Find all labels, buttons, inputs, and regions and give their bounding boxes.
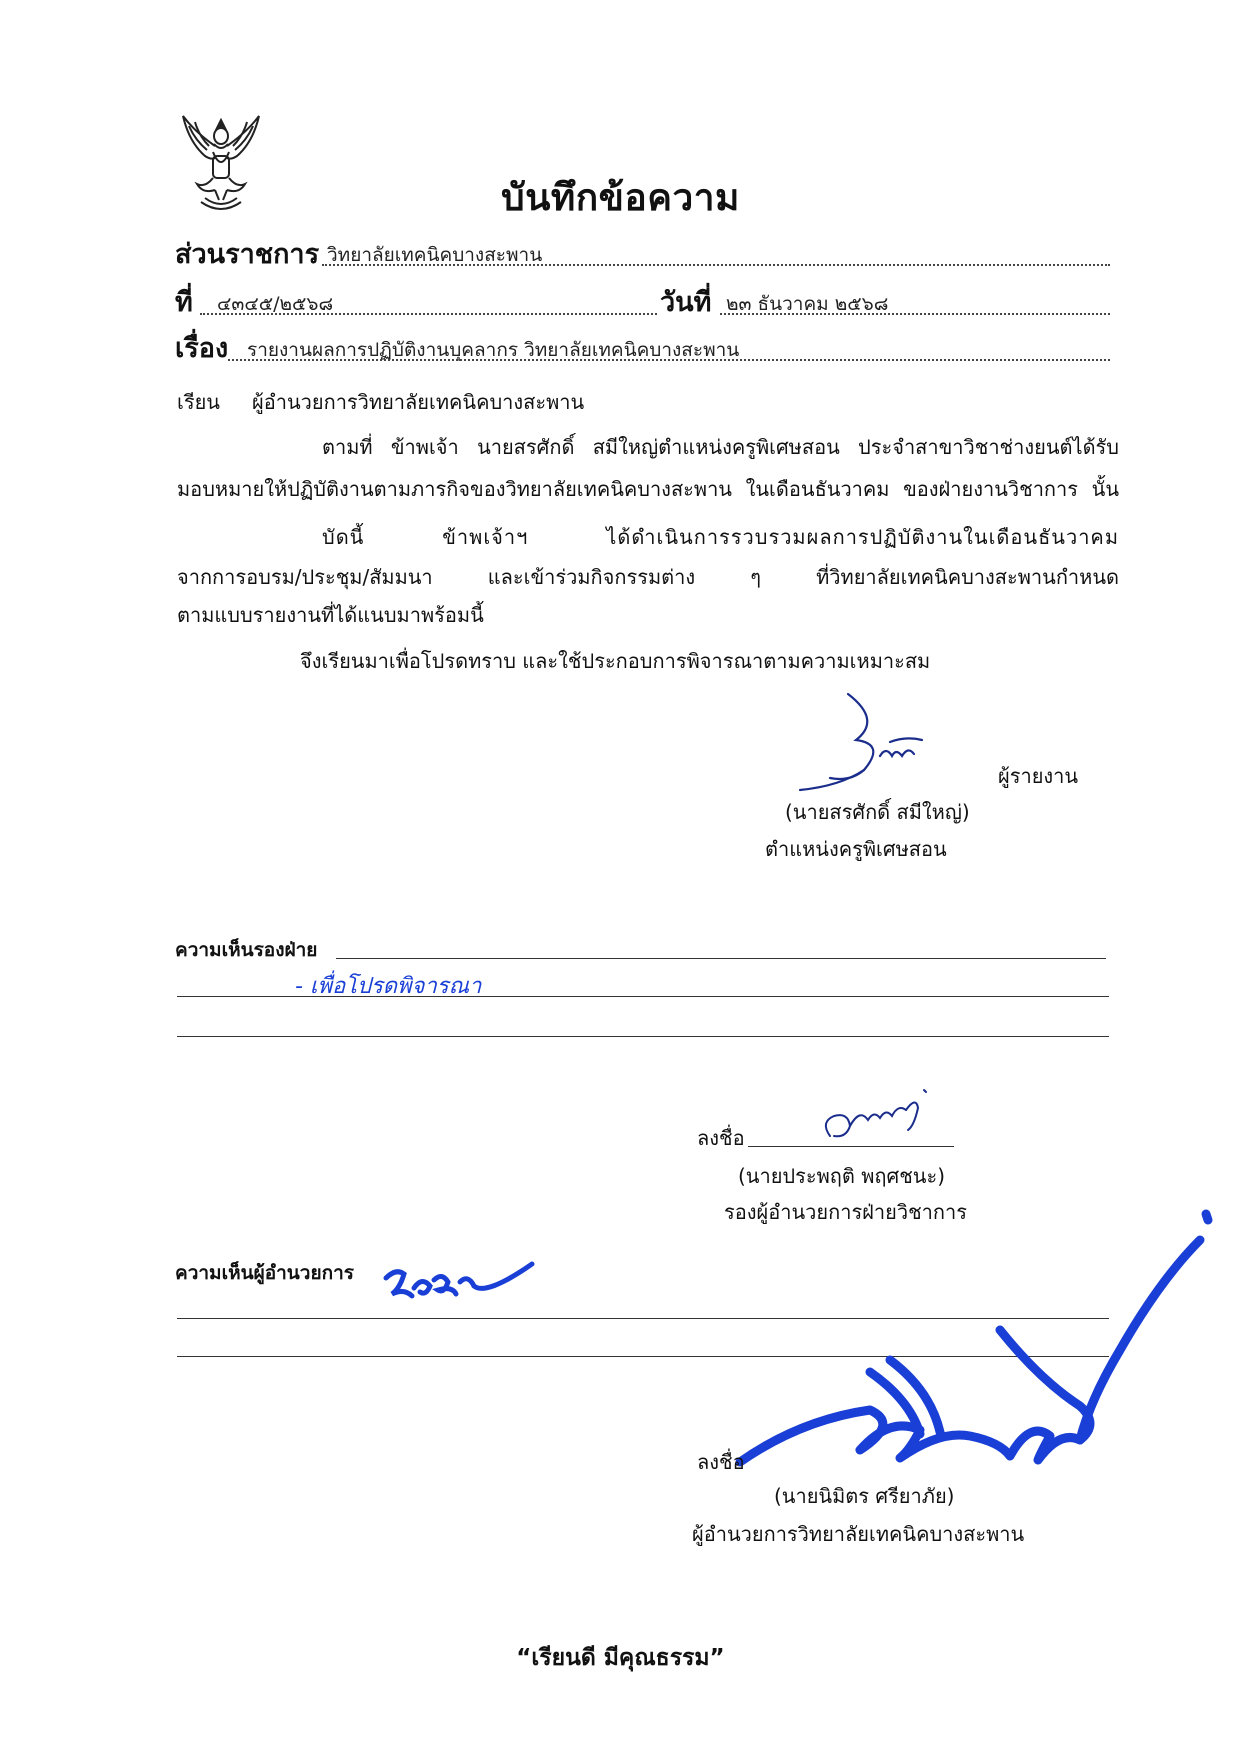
subject-value: รายงานผลการปฏิบัติงานบุคลากร วิทยาลัยเทคนิคบางสะพาน [247, 339, 740, 361]
deputy-opinion-line-3 [177, 1036, 1109, 1037]
paragraph-1-line-1: ตามที่ ข้าพเจ้า นายสรศักดิ์ สมีใหญ่ตำแหน่งครูพิเศษสอน ประจำสาขาวิชาช่างยนต์ได้รับ [322, 435, 1119, 459]
paragraph-1-line-2: มอบหมายให้ปฏิบัติงานตามภารกิจของวิทยาลัยเทคนิคบางสะพาน ในเดือนธันวาคม ของฝ่ายงานวิชาการ นั้น [177, 477, 1119, 501]
director-sign-label: ลงชื่อ [697, 1450, 745, 1474]
subject-label: เรื่อง [175, 333, 229, 364]
deputy-sign-label: ลงชื่อ [697, 1126, 745, 1150]
date-value: ๒๓ ธันวาคม ๒๕๖๘ [726, 293, 889, 315]
director-handwritten-comment-icon [382, 1258, 542, 1318]
footer-motto: “เรียนดี มีคุณธรรม” [516, 1645, 725, 1671]
director-opinion-label: ความเห็นผู้อำนวยการ [175, 1262, 354, 1284]
reporter-position: ตำแหน่งครูพิเศษสอน [765, 837, 947, 861]
deputy-signature-icon [820, 1086, 940, 1146]
director-name: (นายนิมิตร ศรียาภัย) [774, 1484, 955, 1508]
deputy-handwritten-comment: - เพื่อโปรดพิจารณา [295, 974, 482, 999]
agency-label: ส่วนราชการ [175, 239, 320, 270]
director-position: ผู้อำนวยการวิทยาลัยเทคนิคบางสะพาน [692, 1522, 1025, 1546]
deputy-sign-line [748, 1146, 954, 1147]
paragraph-2-line-1: บัดนี้ ข้าพเจ้าฯ ได้ดำเนินการรวบรวมผลการปฏิบัติงานในเดือนธันวาคม [322, 525, 1119, 549]
ref-dotted-line [200, 313, 657, 315]
deputy-position: รองผู้อำนวยการฝ่ายวิชาการ [724, 1200, 967, 1224]
subject-dotted-line [228, 359, 1110, 361]
agency-value: วิทยาลัยเทคนิคบางสะพาน [327, 244, 543, 266]
document-title: บันทึกข้อความ [501, 176, 740, 219]
salutation-label: เรียน [177, 390, 220, 414]
deputy-opinion-line-1 [336, 958, 1106, 959]
agency-dotted-line [322, 264, 1110, 266]
deputy-name: (นายประพฤติ พฤศชนะ) [738, 1164, 946, 1188]
reporter-name: (นายสรศักดิ์ สมีใหญ่) [785, 800, 970, 824]
salutation-recipient: ผู้อำนวยการวิทยาลัยเทคนิคบางสะพาน [252, 390, 585, 414]
director-signature-icon [740, 1210, 1210, 1470]
reporter-role: ผู้รายงาน [998, 764, 1079, 788]
paragraph-2-line-2: จากการอบรม/ประชุม/สัมมนา และเข้าร่วมกิจกรรมต่าง ๆ ที่วิทยาลัยเทคนิคบางสะพานกำหนด [177, 565, 1119, 589]
ref-label: ที่ [175, 287, 193, 318]
ref-value: ๔๓๔๕/๒๕๖๘ [217, 293, 334, 315]
date-label: วันที่ [660, 287, 712, 318]
reporter-signature-icon [790, 690, 940, 800]
paragraph-2-line-3: ตามแบบรายงานที่ได้แนบมาพร้อมนี้ [177, 603, 484, 627]
date-dotted-line [720, 313, 1110, 315]
deputy-opinion-label: ความเห็นรองฝ่าย [175, 939, 318, 961]
closing-paragraph: จึงเรียนมาเพื่อโปรดทราบ และใช้ประกอบการพิจารณาตามความเหมาะสม [300, 649, 931, 673]
